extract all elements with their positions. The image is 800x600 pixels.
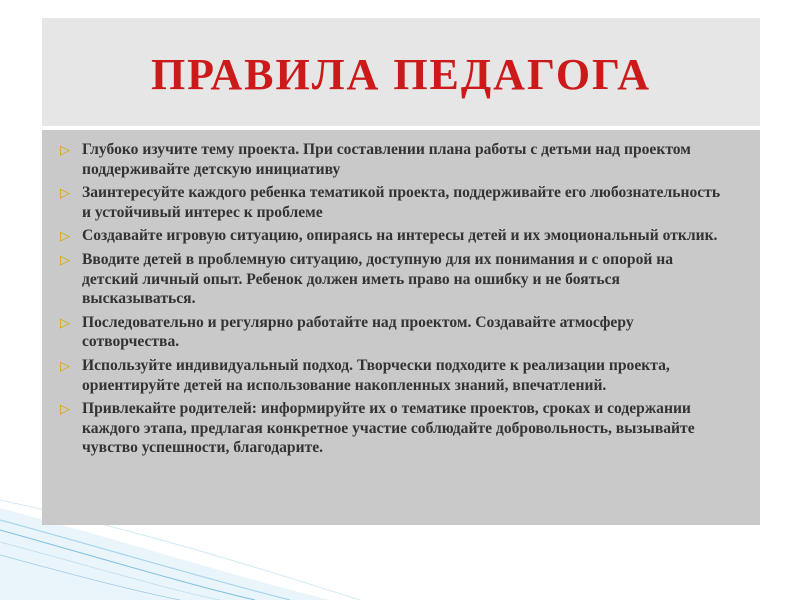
- hollow-triangle-bullet-icon: ▷: [60, 228, 70, 244]
- list-item: [60, 313, 730, 352]
- list-item: [60, 356, 730, 395]
- bullet-text: Глубоко изучите тему проекта. При составлении плана работы с детьми над проектом поддерживайте детскую инициативу: [82, 141, 691, 178]
- bullet-text: Заинтересуйте каждого ребенка тематикой проекта, поддерживайте его любознательность и устойчивый интерес к проблеме: [82, 184, 721, 221]
- bullet-text: Создавайте игровую ситуацию, опираясь на интересы детей и их эмоциональный отклик.: [82, 227, 718, 245]
- hollow-triangle-bullet-icon: ▷: [60, 401, 70, 417]
- list-item: [60, 183, 730, 222]
- list-item: [60, 140, 730, 179]
- list-item: [60, 250, 730, 309]
- bullet-list: [42, 130, 760, 458]
- hollow-triangle-bullet-icon: ▷: [60, 357, 70, 373]
- bullet-text: Вводите детей в проблемную ситуацию, доступную для их понимания и с опорой на детский личный опыт. Ребенок должен иметь право на ошибку и не бояться высказываться.: [82, 250, 674, 308]
- list-item: [60, 226, 730, 246]
- bullet-text: Используйте индивидуальный подход. Творчески подходите к реализации проекта, ориентируйте детей на использование накопленных знаний, впечатлений.: [82, 356, 670, 394]
- slide-title: ПРАВИЛА ПЕДАГОГА: [150, 49, 652, 99]
- hollow-triangle-bullet-icon: ▷: [60, 142, 70, 157]
- bullet-text: Привлекайте родителей: информируйте их о тематике проектов, сроках и содержании каждого этапа, предлагая конкретное участие соблюдайте добровольность, вызывайте чувство успешности, благодарите.: [82, 400, 695, 457]
- hollow-triangle-bullet-icon: ▷: [60, 251, 70, 267]
- hollow-triangle-bullet-icon: ▷: [60, 314, 70, 330]
- hollow-triangle-bullet-icon: ▷: [60, 185, 70, 201]
- title-band: [42, 18, 760, 126]
- content-panel: [42, 130, 760, 525]
- list-item: [60, 399, 730, 458]
- bullet-text: Последовательно и регулярно работайте над проектом. Создавайте атмосферу сотворчества.: [82, 313, 634, 351]
